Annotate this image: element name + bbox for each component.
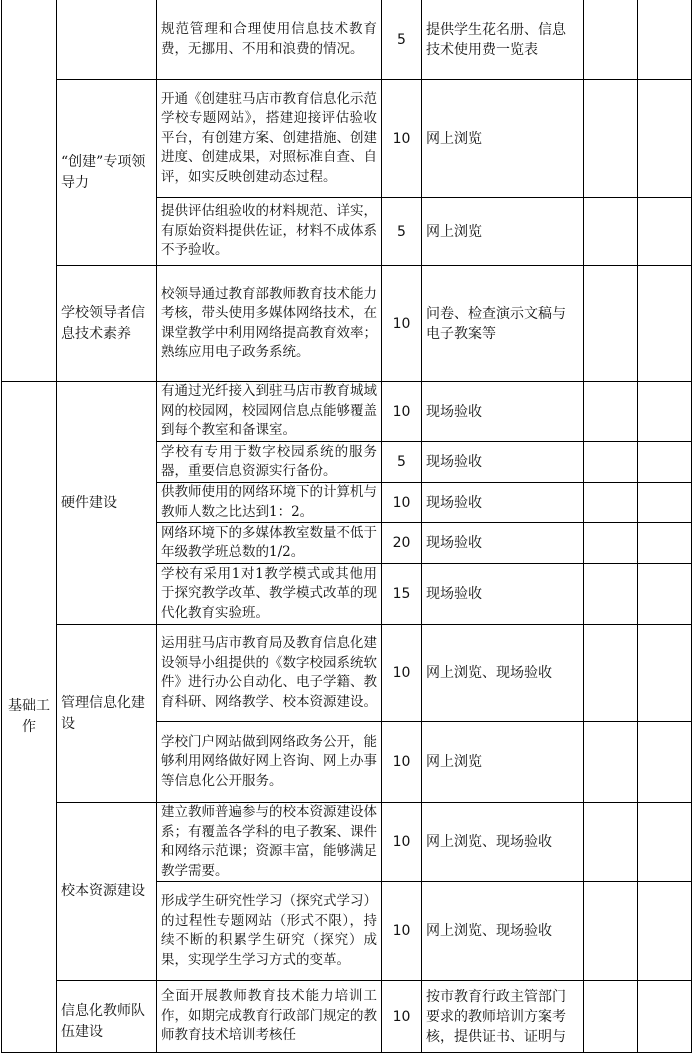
method-cell: 提供学生花名册、信息技术使用费一览表 — [422, 0, 584, 80]
score-cell — [584, 523, 638, 564]
remark-cell — [638, 80, 692, 198]
method-cell: 现场验收 — [422, 523, 584, 564]
points-cell: 10 — [382, 981, 422, 1053]
remark-cell — [638, 722, 692, 803]
subcategory-cell: 信息化教师队伍建设 — [57, 981, 157, 1053]
method-cell: 网上浏览 — [422, 722, 584, 803]
category-cell-top — [2, 0, 57, 382]
standard-cell: 提供评估组验收的材料规范、详实，有原始资料提供佐证，材料不成体系不予验收。 — [157, 198, 382, 266]
method-cell: 问卷、检查演示文稿与电子教案等 — [422, 266, 584, 382]
standard-cell: 开通《创建驻马店市教育信息化示范学校专题网站》，搭建迎接评估验收平台，有创建方案、创建措施、创建进度、创建成果，对照标准自查、自评，如实反映创建动态过程。 — [157, 80, 382, 198]
remark-cell — [638, 625, 692, 722]
standard-cell: 学校有采用1对1教学模式或其他用于探究教学改革、教学模式改革的现代化教育实验班。 — [157, 564, 382, 625]
standard-cell: 学校门户网站做到网络政务公开，能够利用网络做好网上咨询、网上办事等信息化公开服务。 — [157, 722, 382, 803]
score-cell — [584, 80, 638, 198]
points-cell: 10 — [382, 483, 422, 523]
table-row — [2, 0, 692, 80]
standard-cell: 形成学生研究性学习（探究式学习）的过程性专题网站（形式不限），持续不断的积累学生研究（探究）成果，实现学生学习方式的变革。 — [157, 882, 382, 981]
method-cell: 网上浏览 — [422, 198, 584, 266]
method-cell: 现场验收 — [422, 564, 584, 625]
standard-cell: 学校有专用于数字校园系统的服务器，重要信息资源实行备份。 — [157, 442, 382, 483]
score-cell — [584, 442, 638, 483]
method-cell: 网上浏览、现场验收 — [422, 803, 584, 882]
remark-cell — [638, 981, 692, 1053]
points-cell: 10 — [382, 80, 422, 198]
subcategory-cell: 硬件建设 — [57, 382, 157, 625]
remark-cell — [638, 803, 692, 882]
method-cell: 网上浏览、现场验收 — [422, 882, 584, 981]
remark-cell — [638, 882, 692, 981]
points-cell: 20 — [382, 523, 422, 564]
points-cell: 5 — [382, 442, 422, 483]
table-row — [2, 625, 692, 722]
method-cell: 现场验收 — [422, 382, 584, 442]
score-cell — [584, 564, 638, 625]
remark-cell — [638, 442, 692, 483]
points-cell: 10 — [382, 382, 422, 442]
table-row — [2, 266, 692, 382]
points-cell: 15 — [382, 564, 422, 625]
standard-cell: 供教师使用的网络环境下的计算机与教师人数之比达到1：2。 — [157, 483, 382, 523]
points-cell: 10 — [382, 625, 422, 722]
remark-cell — [638, 523, 692, 564]
score-cell — [584, 722, 638, 803]
standard-cell: 运用驻马店市教育局及教育信息化建设领导小组提供的《数字校园系统软件》进行办公自动化、电子学籍、教育科研、网络教学、校本资源建设。 — [157, 625, 382, 722]
standard-cell: 规范管理和合理使用信息技术教育费，无挪用、不用和浪费的情况。 — [157, 0, 382, 80]
table-row — [2, 382, 692, 442]
table-row — [2, 981, 692, 1053]
subcategory-cell: 管理信息化建设 — [57, 625, 157, 803]
score-cell — [584, 266, 638, 382]
category-cell: 基础工作 — [2, 382, 57, 1053]
method-cell: 现场验收 — [422, 442, 584, 483]
standard-cell: 校领导通过教育部教师教育技术能力考核，带头使用多媒体网络技术，在课堂教学中利用网络提高教育效率；熟练应用电子政务系统。 — [157, 266, 382, 382]
remark-cell — [638, 0, 692, 80]
score-cell — [584, 803, 638, 882]
method-cell: 现场验收 — [422, 483, 584, 523]
subcategory-cell: 学校领导者信息技术素养 — [57, 266, 157, 382]
method-cell: 网上浏览、现场验收 — [422, 625, 584, 722]
standard-cell: 网络环境下的多媒体教室数量不低于年级教学班总数的1/2。 — [157, 523, 382, 564]
score-cell — [584, 625, 638, 722]
score-cell — [584, 483, 638, 523]
remark-cell — [638, 198, 692, 266]
score-cell — [584, 382, 638, 442]
points-cell: 5 — [382, 0, 422, 80]
table-row — [2, 80, 692, 198]
subcategory-cell-empty — [57, 0, 157, 80]
method-cell: 网上浏览 — [422, 80, 584, 198]
remark-cell — [638, 483, 692, 523]
evaluation-table — [1, 0, 692, 1053]
remark-cell — [638, 564, 692, 625]
score-cell — [584, 198, 638, 266]
score-cell — [584, 0, 638, 80]
points-cell: 10 — [382, 266, 422, 382]
points-cell: 10 — [382, 803, 422, 882]
points-cell: 5 — [382, 198, 422, 266]
subcategory-cell: “创建”专项领导力 — [57, 80, 157, 266]
score-cell — [584, 882, 638, 981]
points-cell: 10 — [382, 722, 422, 803]
subcategory-cell: 校本资源建设 — [57, 803, 157, 981]
table-row — [2, 803, 692, 882]
points-cell: 10 — [382, 882, 422, 981]
remark-cell — [638, 266, 692, 382]
method-cell: 按市教育行政主管部门要求的教师培训方案考核，提供证书、证明与 — [422, 981, 584, 1053]
standard-cell: 有通过光纤接入到驻马店市教育城域网的校园网，校园网信息点能够覆盖到每个教室和备课室。 — [157, 382, 382, 442]
standard-cell: 全面开展教师教育技术能力培训工作，如期完成教育行政部门规定的教师教育技术培训考核任 — [157, 981, 382, 1053]
score-cell — [584, 981, 638, 1053]
standard-cell: 建立教师普遍参与的校本资源建设体系；有覆盖各学科的电子教案、课件和网络示范课；资源丰富，能够满足教学需要。 — [157, 803, 382, 882]
remark-cell — [638, 382, 692, 442]
